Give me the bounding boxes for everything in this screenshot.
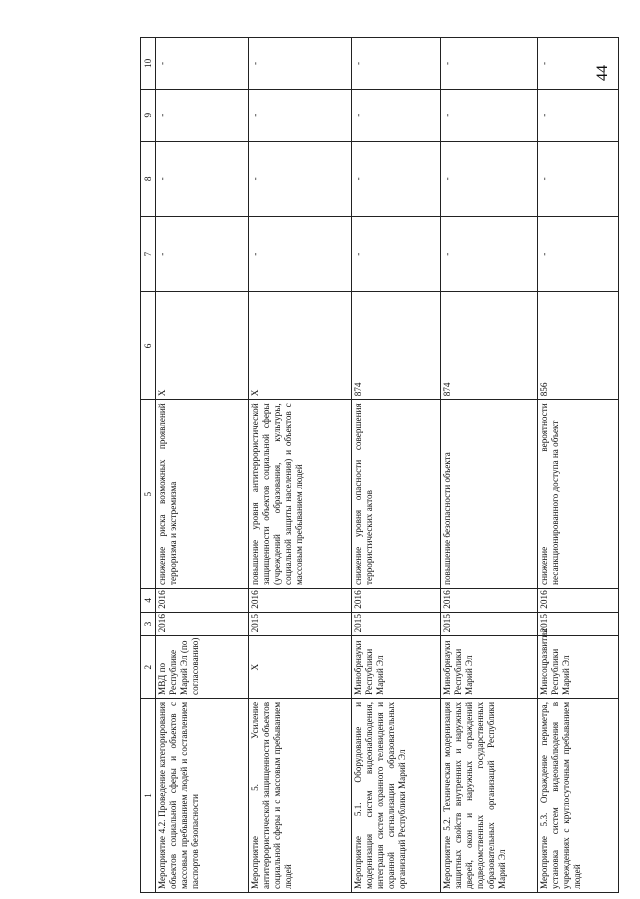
- value-cell: -: [156, 89, 249, 141]
- measure-name: Мероприятие 5.3. Ограждение периметра, установка систем видеонаблюдения в учреждениях с круглосуточным пребыванием людей: [538, 698, 619, 892]
- value-cell: -: [538, 89, 619, 141]
- header-cell: 3: [141, 612, 156, 636]
- measure-name: Мероприятие 5. Усиление антитеррористической защищенности объектов социальной сферы и с массовым пребыванием людей: [249, 698, 352, 892]
- end-year: 2016: [156, 588, 249, 612]
- end-year: 2016: [352, 588, 441, 612]
- header-cell: 2: [141, 636, 156, 699]
- measure-name: Мероприятие 4.2. Проведение категорирования объектов социальной сферы и объектов с массовым пребыванием людей и составлением паспортов безопасности: [156, 698, 249, 892]
- expected-result: снижение риска возможных проявлений терроризма и экстремизма: [156, 400, 249, 589]
- start-year: 2015: [441, 612, 538, 636]
- executor: Минобрнауки Республики Марий Эл: [352, 636, 441, 699]
- measure-name: Мероприятие 5.1. Оборудование и модернизация систем видеонаблюдения, интеграция систем охранного телевидения и охранной сигнализации образовательных организаций Республики Марий Эл: [352, 698, 441, 892]
- code: 874: [441, 292, 538, 400]
- header-row: [141, 38, 156, 893]
- value-cell: -: [249, 217, 352, 292]
- value-cell: -: [441, 38, 538, 90]
- header-cell: 10: [141, 38, 156, 90]
- expected-result: повышение уровня антитеррористической защищенности объектов социальной сферы (учреждений образования, культуры, социальной защиты населения) и объектов с массовым пребыванием людей: [249, 400, 352, 589]
- value-cell: -: [249, 141, 352, 216]
- value-cell: -: [352, 217, 441, 292]
- header-cell: 4: [141, 588, 156, 612]
- start-year: 2016: [156, 612, 249, 636]
- executor: X: [249, 636, 352, 699]
- value-cell: -: [441, 89, 538, 141]
- value-cell: -: [156, 141, 249, 216]
- header-cell: 9: [141, 89, 156, 141]
- page-number: 44: [594, 65, 611, 81]
- value-cell: -: [156, 217, 249, 292]
- expected-result: снижение уровня опасности совершения террористических актов: [352, 400, 441, 589]
- start-year: 2015: [352, 612, 441, 636]
- value-cell: -: [249, 38, 352, 90]
- executor: Минсоцразвития Республики Марий Эл: [538, 636, 619, 699]
- value-cell: -: [156, 38, 249, 90]
- end-year: 2016: [538, 588, 619, 612]
- table-row: [441, 38, 538, 893]
- executor: Минобрнауки Республики Марий Эл: [441, 636, 538, 699]
- rotated-table-wrapper: [140, 37, 640, 893]
- table-row: [538, 38, 619, 893]
- value-cell: -: [441, 217, 538, 292]
- measure-name: Мероприятие 5.2. Техническая модернизация защитных свойств внутренних и наружных дверей, окон и наружных ограждений подведомственных государственных образовательных организаций Республики Марий Эл: [441, 698, 538, 892]
- start-year: 2015: [249, 612, 352, 636]
- value-cell: -: [538, 38, 619, 90]
- header-cell: 6: [141, 292, 156, 400]
- start-year: 2015: [538, 612, 619, 636]
- end-year: 2016: [249, 588, 352, 612]
- value-cell: -: [538, 141, 619, 216]
- header-cell: 8: [141, 141, 156, 216]
- header-cell: 7: [141, 217, 156, 292]
- expected-result: снижение вероятности несанкционированного доступа на объект: [538, 400, 619, 589]
- table-row: [352, 38, 441, 893]
- value-cell: -: [441, 141, 538, 216]
- code: X: [249, 292, 352, 400]
- executor: МВД по Республике Марий Эл (по согласованию): [156, 636, 249, 699]
- measures-table: [140, 37, 619, 893]
- header-cell: 1: [141, 698, 156, 892]
- code: X: [156, 292, 249, 400]
- code: 856: [538, 292, 619, 400]
- expected-result: повышение безопасности объекта: [441, 400, 538, 589]
- end-year: 2016: [441, 588, 538, 612]
- value-cell: -: [352, 89, 441, 141]
- table-row: [156, 38, 249, 893]
- value-cell: -: [538, 217, 619, 292]
- value-cell: -: [249, 89, 352, 141]
- header-cell: 5: [141, 400, 156, 589]
- table-row: [249, 38, 352, 893]
- code: 874: [352, 292, 441, 400]
- value-cell: -: [352, 141, 441, 216]
- value-cell: -: [352, 38, 441, 90]
